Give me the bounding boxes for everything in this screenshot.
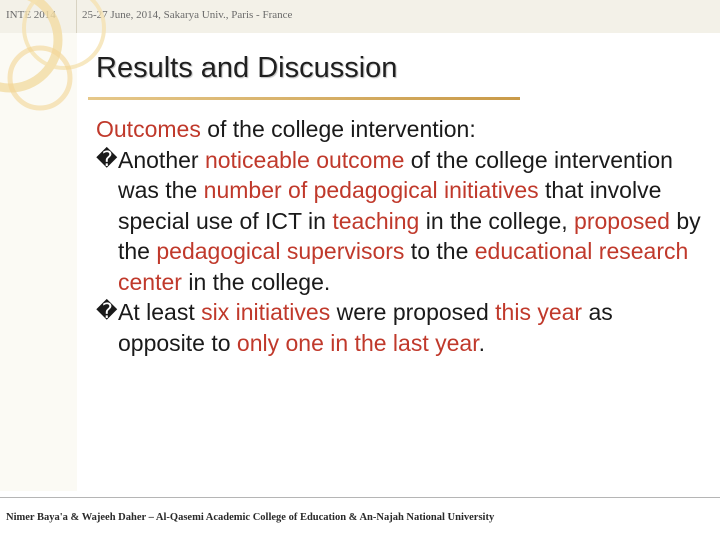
bullet-item <box>96 145 706 298</box>
slide-content <box>96 114 706 358</box>
conference-details: 25-27 June, 2014, Sakarya Univ., Paris - France <box>82 9 293 21</box>
text-run: only one in the last year <box>236 329 479 356</box>
content-heading <box>96 114 706 145</box>
conference-name: INTE 2014 <box>6 9 56 21</box>
bullet-item <box>96 297 706 358</box>
text-run: in the college, <box>419 207 575 234</box>
text-run: that involve special use of ICT in <box>118 177 662 234</box>
text-run: this year <box>495 299 583 325</box>
text-run: pedagogical supervisors <box>156 238 405 264</box>
text-run: to the <box>404 238 475 264</box>
footer-authors: Nimer Baya'a & Wajeeh Daher – Al-Qasemi Academic College of Education & An-Najah National University <box>6 512 495 523</box>
text-run: . <box>478 329 485 356</box>
bullet-marker-icon: � <box>96 300 118 323</box>
text-run: were proposed <box>330 299 496 325</box>
text-run: educational research center <box>118 238 689 295</box>
heading-run: Outcomes <box>96 116 201 142</box>
text-run: teaching <box>332 207 420 234</box>
title-underline <box>88 97 520 100</box>
bullet-marker-icon: � <box>96 147 118 171</box>
text-run: as opposite to <box>118 299 613 356</box>
slide-title: Results and Discussion <box>96 52 398 84</box>
text-run: noticeable outcome <box>204 146 405 173</box>
text-run: number of pedagogical initiatives <box>203 177 539 203</box>
text-run: At least <box>118 299 202 325</box>
footer-divider <box>0 497 720 498</box>
text-run: in the college. <box>181 268 331 295</box>
text-run: of the college intervention was the <box>118 146 673 203</box>
text-run: Another <box>118 146 205 173</box>
text-run: by the <box>118 207 701 264</box>
heading-run: of the college intervention: <box>200 116 476 142</box>
text-run: six initiatives <box>201 299 331 325</box>
text-run: proposed <box>574 207 670 234</box>
